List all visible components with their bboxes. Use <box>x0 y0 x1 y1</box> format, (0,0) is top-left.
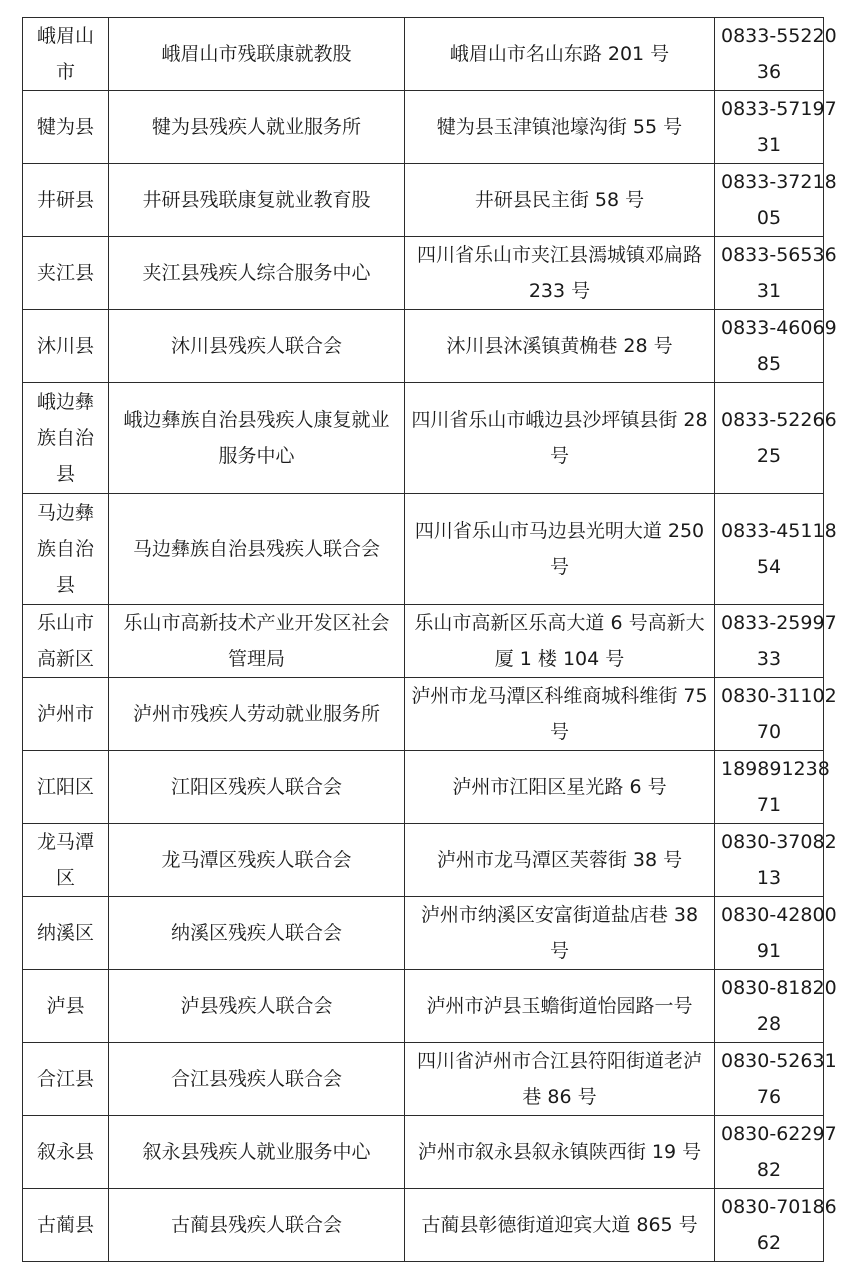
address-cell: 沐川县沐溪镇黄桷巷 28 号 <box>405 310 715 383</box>
organization-cell: 井研县残联康复就业教育股 <box>109 164 405 237</box>
phone-cell <box>715 678 837 751</box>
phone-line-2: 91 <box>756 940 782 962</box>
phone-line-2: 31 <box>756 280 782 302</box>
region-cell: 井研县 <box>23 164 109 237</box>
address-cell: 泸州市泸县玉蟾街道怡园路一号 <box>405 970 715 1043</box>
address-cell: 峨眉山市名山东路 201 号 <box>405 18 715 91</box>
phone-cell <box>715 824 837 897</box>
phone-line-1: 0833-57197 <box>721 98 837 120</box>
phone-cell <box>715 897 837 970</box>
table-row <box>23 494 824 605</box>
phone-cell <box>715 970 837 1043</box>
address-cell: 乐山市高新区乐高大道 6 号高新大厦 1 楼 104 号 <box>405 605 715 678</box>
phone-cell <box>715 751 830 824</box>
organization-cell: 纳溪区残疾人联合会 <box>109 897 405 970</box>
phone-line-2: 36 <box>756 61 782 83</box>
table-row <box>23 970 824 1043</box>
phone-line-1: 0830-37082 <box>721 831 837 853</box>
organization-cell: 龙马潭区残疾人联合会 <box>109 824 405 897</box>
service-directory-table <box>22 17 837 1262</box>
table-row <box>23 605 824 678</box>
phone-cell <box>715 494 837 605</box>
table-row <box>23 751 824 824</box>
phone-line-2: 82 <box>756 1159 782 1181</box>
organization-cell: 沐川县残疾人联合会 <box>109 310 405 383</box>
phone-line-1: 189891238 <box>721 758 830 780</box>
phone-line-2: 54 <box>756 556 782 578</box>
organization-cell: 峨眉山市残联康就教股 <box>109 18 405 91</box>
region-cell: 沐川县 <box>23 310 109 383</box>
phone-cell <box>715 1116 837 1189</box>
organization-cell: 犍为县残疾人就业服务所 <box>109 91 405 164</box>
address-cell: 泸州市龙马潭区芙蓉街 38 号 <box>405 824 715 897</box>
phone-cell <box>715 383 837 494</box>
address-cell: 四川省乐山市峨边县沙坪镇县街 28 号 <box>405 383 715 494</box>
organization-cell: 乐山市高新技术产业开发区社会管理局 <box>109 605 405 678</box>
region-cell: 合江县 <box>23 1043 109 1116</box>
phone-cell <box>715 18 837 91</box>
phone-line-1: 0830-31102 <box>721 685 837 707</box>
region-cell: 峨眉山市 <box>23 18 109 91</box>
organization-cell: 马边彝族自治县残疾人联合会 <box>109 494 405 605</box>
table-row <box>23 91 824 164</box>
region-cell: 泸县 <box>23 970 109 1043</box>
phone-line-1: 0830-42800 <box>721 904 837 926</box>
address-cell: 四川省乐山市马边县光明大道 250 号 <box>405 494 715 605</box>
phone-line-2: 70 <box>756 721 782 743</box>
region-cell: 峨边彝族自治县 <box>23 383 109 494</box>
table-row <box>23 678 824 751</box>
table-row <box>23 824 824 897</box>
address-cell: 井研县民主街 58 号 <box>405 164 715 237</box>
phone-line-2: 31 <box>756 134 782 156</box>
table-row <box>23 237 824 310</box>
region-cell: 泸州市 <box>23 678 109 751</box>
phone-line-2: 05 <box>756 207 782 229</box>
phone-line-2: 85 <box>756 353 782 375</box>
table-row <box>23 164 824 237</box>
table-row <box>23 18 824 91</box>
region-cell: 马边彝族自治县 <box>23 494 109 605</box>
region-cell: 江阳区 <box>23 751 109 824</box>
phone-line-1: 0833-45118 <box>721 520 837 542</box>
address-cell: 四川省乐山市夹江县漹城镇邓扁路 233 号 <box>405 237 715 310</box>
address-cell: 古蔺县彰德街道迎宾大道 865 号 <box>405 1189 715 1262</box>
organization-cell: 泸县残疾人联合会 <box>109 970 405 1043</box>
phone-line-1: 0833-46069 <box>721 317 837 339</box>
phone-line-1: 0830-52631 <box>721 1050 837 1072</box>
phone-line-2: 76 <box>756 1086 782 1108</box>
phone-line-1: 0833-56536 <box>721 244 837 266</box>
table-row <box>23 383 824 494</box>
phone-cell <box>715 1189 837 1262</box>
phone-line-2: 33 <box>756 648 782 670</box>
table-row <box>23 310 824 383</box>
organization-cell: 江阳区残疾人联合会 <box>109 751 405 824</box>
address-cell: 泸州市龙马潭区科维商城科维街 75 号 <box>405 678 715 751</box>
phone-line-1: 0833-25997 <box>721 612 837 634</box>
table-row <box>23 897 824 970</box>
region-cell: 乐山市高新区 <box>23 605 109 678</box>
organization-cell: 叙永县残疾人就业服务中心 <box>109 1116 405 1189</box>
phone-line-2: 28 <box>756 1013 782 1035</box>
phone-line-2: 13 <box>756 867 782 889</box>
address-cell: 四川省泸州市合江县符阳街道老泸巷 86 号 <box>405 1043 715 1116</box>
region-cell: 纳溪区 <box>23 897 109 970</box>
phone-line-1: 0833-37218 <box>721 171 837 193</box>
table-row <box>23 1189 824 1262</box>
phone-line-2: 62 <box>756 1232 782 1254</box>
phone-line-2: 25 <box>756 445 782 467</box>
phone-line-1: 0830-70186 <box>721 1196 837 1218</box>
phone-line-1: 0833-52266 <box>721 409 837 431</box>
region-cell: 古蔺县 <box>23 1189 109 1262</box>
address-cell: 泸州市叙永县叙永镇陕西街 19 号 <box>405 1116 715 1189</box>
address-cell: 犍为县玉津镇池壕沟街 55 号 <box>405 91 715 164</box>
phone-line-1: 0830-81820 <box>721 977 837 999</box>
organization-cell: 泸州市残疾人劳动就业服务所 <box>109 678 405 751</box>
region-cell: 龙马潭区 <box>23 824 109 897</box>
region-cell: 犍为县 <box>23 91 109 164</box>
phone-cell <box>715 237 837 310</box>
organization-cell: 古蔺县残疾人联合会 <box>109 1189 405 1262</box>
table-body <box>23 18 837 1262</box>
region-cell: 夹江县 <box>23 237 109 310</box>
table-row <box>23 1043 824 1116</box>
address-cell: 泸州市纳溪区安富街道盐店巷 38 号 <box>405 897 715 970</box>
phone-line-2: 71 <box>756 794 782 816</box>
phone-cell <box>715 605 837 678</box>
phone-cell <box>715 91 837 164</box>
phone-cell <box>715 1043 837 1116</box>
table-row <box>23 1116 824 1189</box>
phone-cell <box>715 164 837 237</box>
organization-cell: 夹江县残疾人综合服务中心 <box>109 237 405 310</box>
phone-cell <box>715 310 837 383</box>
phone-line-1: 0830-62297 <box>721 1123 837 1145</box>
organization-cell: 峨边彝族自治县残疾人康复就业服务中心 <box>109 383 405 494</box>
region-cell: 叙永县 <box>23 1116 109 1189</box>
organization-cell: 合江县残疾人联合会 <box>109 1043 405 1116</box>
address-cell: 泸州市江阳区星光路 6 号 <box>405 751 715 824</box>
phone-line-1: 0833-55220 <box>721 25 837 47</box>
